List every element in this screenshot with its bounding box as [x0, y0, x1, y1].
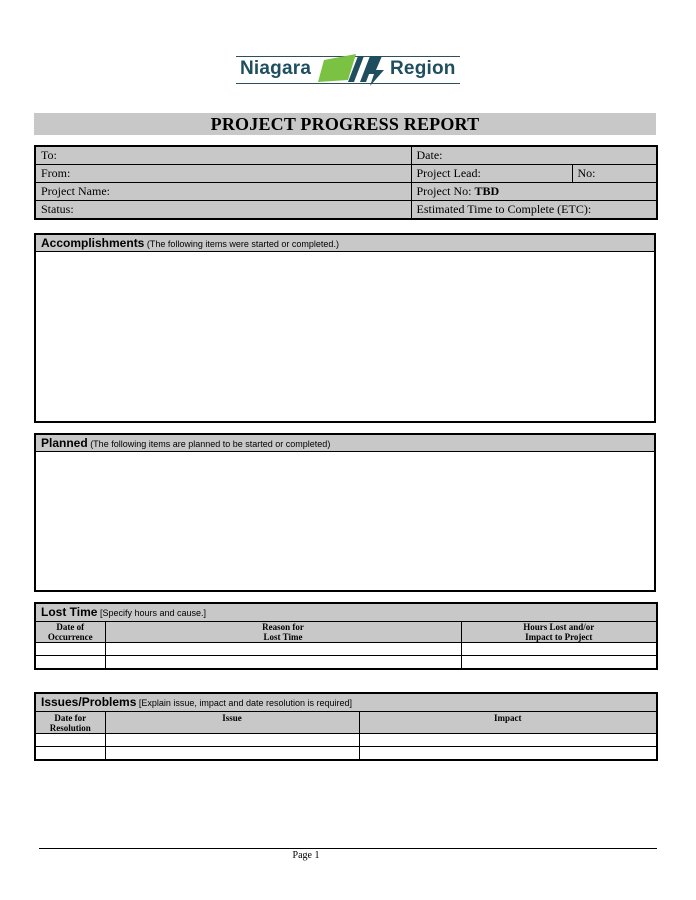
lost-time-table [34, 602, 658, 670]
table-row [35, 734, 657, 747]
planned-heading: Planned [41, 436, 88, 450]
issues-heading: Issues/Problems [41, 695, 137, 709]
column-header-hours-lost: Hours Lost and/or Impact to Project [461, 622, 657, 643]
no-field[interactable]: No: [572, 165, 657, 183]
table-cell[interactable] [35, 656, 105, 670]
issues-header [35, 693, 657, 712]
project-no-label: Project No: [416, 184, 472, 198]
report-title-bar [34, 113, 656, 135]
table-cell[interactable] [461, 643, 657, 656]
report-title: PROJECT PROGRESS REPORT [210, 114, 480, 134]
page-number: Page 1 [292, 850, 320, 861]
niagara-region-logo-mark-icon [318, 52, 388, 88]
table-row [35, 643, 657, 656]
project-lead-field[interactable]: Project Lead: [411, 165, 572, 183]
accomplishments-section [34, 233, 656, 423]
column-header-issue: Issue [105, 712, 359, 734]
planned-header [36, 435, 654, 452]
column-header-date-for-resolution: Date for Resolution [35, 712, 105, 734]
table-cell[interactable] [35, 643, 105, 656]
table-cell[interactable] [359, 734, 657, 747]
table-cell[interactable] [35, 734, 105, 747]
table-cell[interactable] [105, 643, 461, 656]
footer-rule [39, 848, 657, 849]
date-field[interactable]: Date: [411, 146, 657, 165]
planned-body[interactable] [36, 452, 654, 590]
logo-word-niagara: Niagara [240, 58, 312, 79]
table-cell[interactable] [105, 734, 359, 747]
issues-table [34, 692, 658, 761]
table-row [35, 656, 657, 670]
table-cell[interactable] [461, 656, 657, 670]
table-cell[interactable] [359, 747, 657, 761]
accomplishments-heading: Accomplishments [41, 236, 145, 250]
niagara-region-logo [236, 52, 460, 88]
status-field[interactable]: Status: [35, 201, 411, 220]
accomplishments-header [36, 235, 654, 252]
column-header-reason-for-lost-time: Reason for Lost Time [105, 622, 461, 643]
column-header-date-of-occurrence: Date of Occurrence [35, 622, 105, 643]
table-cell[interactable] [105, 656, 461, 670]
table-row [35, 747, 657, 761]
lost-time-header [35, 603, 657, 622]
table-cell[interactable] [105, 747, 359, 761]
project-info-table [34, 145, 658, 220]
lost-time-note: [Specify hours and cause.] [97, 608, 207, 618]
project-no-field[interactable] [411, 183, 657, 201]
table-cell[interactable] [35, 747, 105, 761]
etc-field[interactable]: Estimated Time to Complete (ETC): [411, 201, 657, 220]
accomplishments-note: (The following items were started or completed.) [144, 239, 339, 249]
column-header-impact: Impact [359, 712, 657, 734]
lost-time-heading: Lost Time [41, 605, 98, 619]
planned-note: (The following items are planned to be started or completed) [87, 439, 331, 449]
issues-note: [Explain issue, impact and date resolution is required] [136, 698, 353, 708]
planned-section [34, 433, 656, 592]
logo-word-region: Region [390, 58, 456, 79]
project-name-field[interactable]: Project Name: [35, 183, 411, 201]
accomplishments-body[interactable] [36, 252, 654, 421]
to-field[interactable]: To: [35, 146, 411, 165]
from-field[interactable]: From: [35, 165, 411, 183]
project-no-value: TBD [474, 184, 500, 198]
